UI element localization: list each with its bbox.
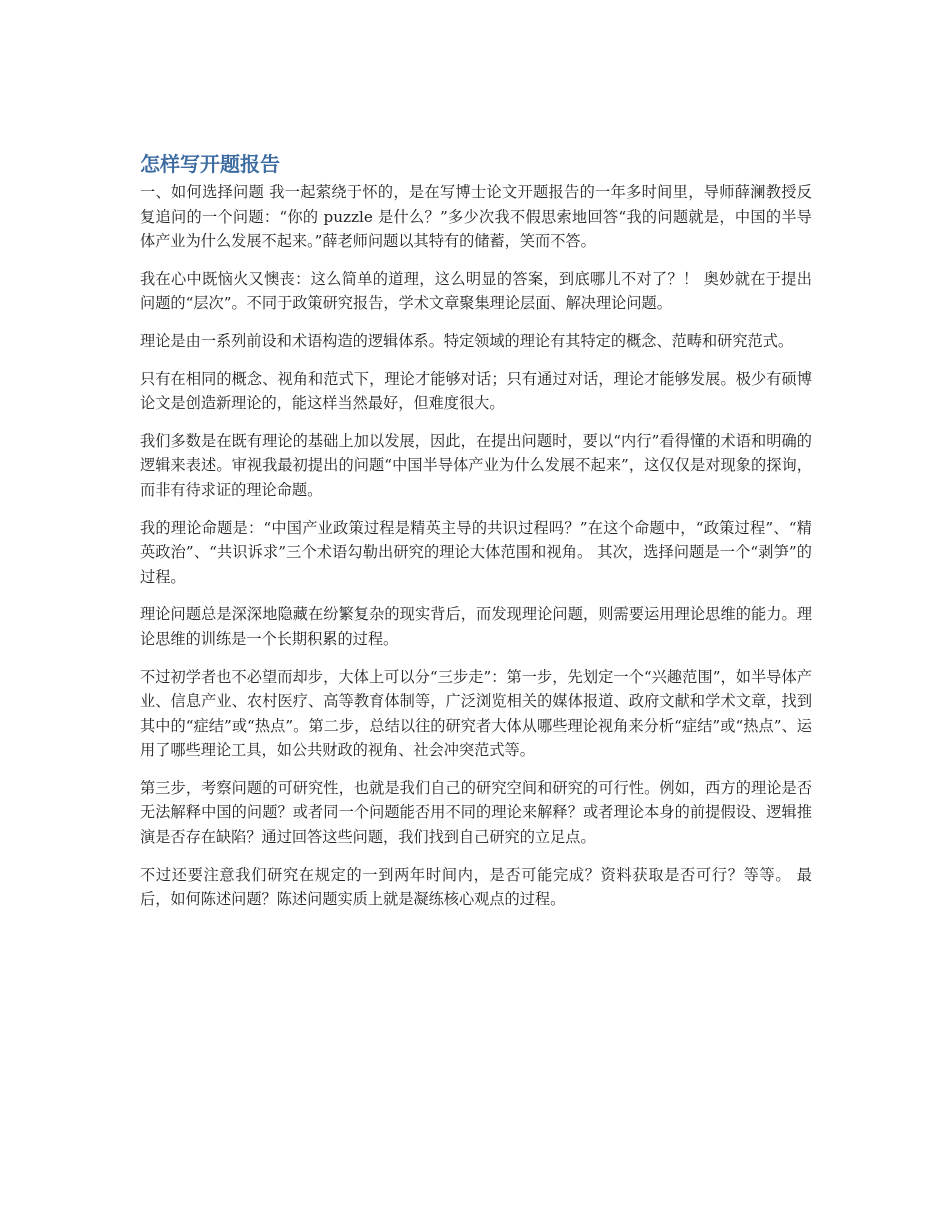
paragraph-7: 理论问题总是深深地隐藏在纷繁复杂的现实背后，而发现理论问题，则需要运用理论思维的能力。理论思维的训练是一个长期积累的过程。 <box>140 605 812 648</box>
document-page <box>140 148 812 925</box>
paragraph-2: 我在心中既恼火又懊丧：这么简单的道理，这么明显的答案，到底哪儿不对了？！ 奥妙就在于提出问题的“层次”。不同于政策研究报告，学术文章聚集理论层面、解决理论问题。 <box>140 269 812 313</box>
paragraph-1: 一、如何选择问题 我一起萦绕于怀的，是在写博士论文开题报告的一年多时间里，导师薛澜教授反复追问的一个问题：“你的 puzzle 是什么？”多少次我不假思索地回答“我的问题就是，中国的半导体产业为什么发展不起来。”薛老师问题以其特有的储蓄，笑而不答。 <box>140 183 812 251</box>
paragraph-10: 不过还要注意我们研究在规定的一到两年时间内，是否可能完成？资料获取是否可行？等等。 最后，如何陈述问题？陈述问题实质上就是凝练核心观点的过程。 <box>140 865 812 909</box>
paragraph-5: 我们多数是在既有理论的基础上加以发展，因此，在提出问题时，要以“内行”看得懂的术语和明确的逻辑来表述。审视我最初提出的问题“中国半导体产业为什么发展不起来”，这仅仅是对现象的探询，而非有待求证的理论命题。 <box>140 431 812 499</box>
paragraph-4: 只有在相同的概念、视角和范式下，理论才能够对话；只有通过对话，理论才能够发展。极少有硕博论文是创造新理论的，能这样当然最好，但难度很大。 <box>140 369 812 413</box>
paragraph-3: 理论是由一系列前设和术语构造的逻辑体系。特定领域的理论有其特定的概念、范畴和研究范式。 <box>140 331 794 350</box>
paragraph-9: 第三步，考察问题的可研究性，也就是我们自己的研究空间和研究的可行性。例如，西方的理论是否无法解释中国的问题？或者同一个问题能否用不同的理论来解释？或者理论本身的前提假设、逻辑推演是否存在缺陷？通过回答这些问题，我们找到自己研究的立足点。 <box>140 778 812 847</box>
document-title: 怎样写开题报告 <box>140 152 280 176</box>
paragraph-6: 我的理论命题是：“中国产业政策过程是精英主导的共识过程吗？”在这个命题中，“政策过程”、“精英政治”、“共识诉求”三个术语勾勒出研究的理论大体范围和视角。 其次，选择问题是一个“剥笋”的过程。 <box>140 518 812 586</box>
paragraph-8: 不过初学者也不必望而却步，大体上可以分“三步走”：第一步，先划定一个“兴趣范围”，如半导体产业、信息产业、农村医疗、高等教育体制等，广泛浏览相关的媒体报道、政府文献和学术文章，找到其中的“症结”或“热点”。第二步，总结以往的研究者大体从哪些理论视角来分析“症结”或“热点”、运用了哪些理论工具，如公共财政的视角、社会冲突范式等。 <box>140 667 812 760</box>
